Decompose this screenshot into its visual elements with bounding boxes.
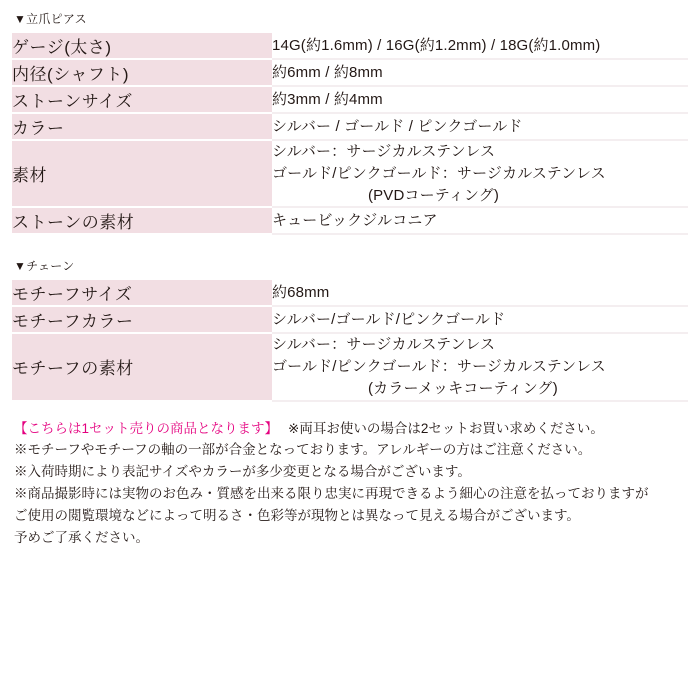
section-gap [12, 235, 688, 257]
spec-value [272, 113, 688, 140]
spec-value [272, 207, 688, 234]
note-line: ※モチーフやモチーフの軸の一部が合金となっております。アレルギーの方はご注意ください。 [14, 442, 592, 458]
spec-value [272, 306, 688, 333]
spec-value-line: 14G(約1.6mm) / 16G(約1.2mm) / 18G(約1.0mm) [272, 36, 601, 54]
spec-table-piercing [12, 33, 688, 235]
table-row [12, 280, 688, 306]
spec-table-chain [12, 280, 688, 401]
spec-value-line: シルバー：サージカルステンレス [272, 143, 496, 160]
note-first-line-tail: ※両耳お使いの場合は2セットお買い求めください。 [288, 420, 604, 436]
table-row [12, 333, 688, 400]
spec-label: ゲージ(太さ) [12, 33, 272, 59]
note-line: ※商品撮影時には実物のお色み・質感を出来る限り忠実に再現できるよう細心の注意を払っておりますが [14, 486, 649, 502]
note-highlight-text: 【こちらは1セット売りの商品となります】 [14, 420, 279, 436]
spec-value-line: 約68mm [272, 283, 330, 301]
notes-block [12, 418, 688, 549]
spec-label: ストーンの素材 [12, 207, 272, 234]
spec-label: モチーフの素材 [12, 333, 272, 400]
spec-label: 素材 [12, 140, 272, 207]
table-row [12, 306, 688, 333]
spec-value-line: (PVDコーティング) [368, 186, 499, 204]
spec-label: モチーフカラー [12, 306, 272, 333]
spec-label: カラー [12, 113, 272, 140]
spec-label: ストーンサイズ [12, 86, 272, 113]
spec-value-line: ゴールド/ピンクゴールド：サージカルステンレス [272, 164, 606, 182]
spec-label: 内径(シャフト) [12, 59, 272, 86]
section-title-chain: ▼チェーン [14, 259, 75, 274]
table-row [12, 59, 688, 86]
note-line: 予めご了承ください。 [14, 529, 149, 545]
table-row [12, 113, 688, 140]
spec-value-line: (カラーメッキコーティング) [368, 379, 558, 397]
table-row [12, 140, 688, 207]
note-line-highlight [14, 418, 686, 440]
table-row [12, 207, 688, 234]
table-row [12, 86, 688, 113]
spec-value-line: ゴールド/ピンクゴールド：サージカルステンレス [272, 358, 606, 375]
spec-label: モチーフサイズ [12, 280, 272, 306]
note-line: ご使用の閲覧環境などによって明るさ・色彩等が現物とは異なって見える場合がございます。 [14, 507, 580, 523]
note-line: ※入荷時期により表記サイズやカラーが多少変更となる場合がございます。 [14, 464, 471, 480]
spec-value-line: シルバー/ゴールド/ピンクゴールド [272, 310, 506, 328]
spec-value [272, 33, 688, 59]
spec-value-line: キュービックジルコニア [272, 211, 438, 229]
spec-value [272, 333, 688, 400]
spec-value [272, 280, 688, 306]
spec-value [272, 59, 688, 86]
section-title-piercing: ▼立爪ピアス [14, 12, 87, 26]
spec-value-line: 約6mm / 約8mm [272, 63, 383, 81]
spec-value [272, 86, 688, 113]
spec-value [272, 140, 688, 207]
spec-value-line: シルバー / ゴールド / ピンクゴールド [272, 117, 523, 135]
table-row [12, 33, 688, 59]
spec-value-line: 約3mm / 約4mm [272, 90, 383, 108]
spec-value-line: シルバー：サージカルステンレス [272, 336, 496, 354]
